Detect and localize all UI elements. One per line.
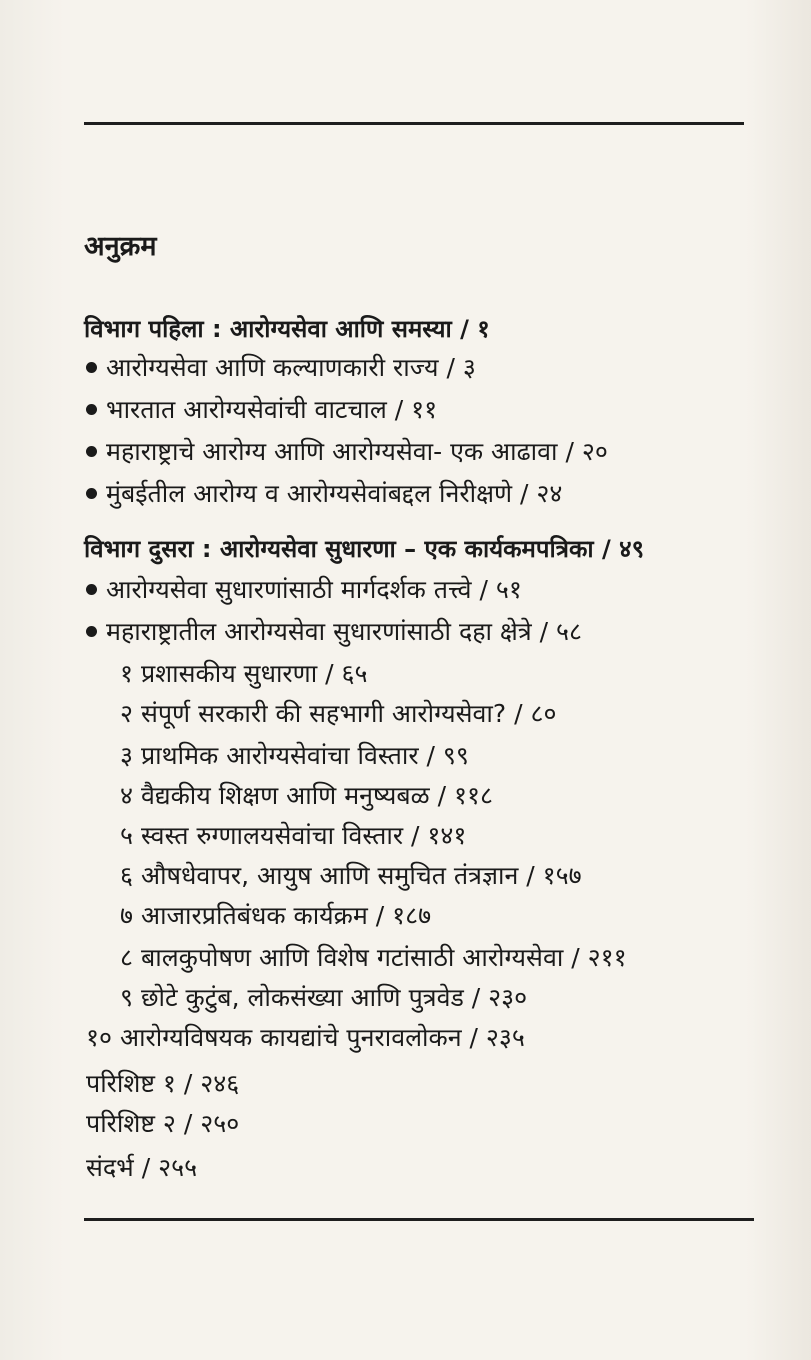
list-item: १० आरोग्यविषयक कायद्यांचे पुनरावलोकन / २३५	[86, 1023, 525, 1052]
list-item: महाराष्ट्राचे आरोग्य आणि आरोग्यसेवा- एक आढावा / २०	[86, 434, 608, 468]
list-item: ८ बालकुपोषण आणि विशेष गटांसाठी आरोग्यसेवा / २११	[120, 943, 627, 972]
list-item: ६ औषधेवापर, आयुष आणि समुचित तंत्रज्ञान / १५७	[120, 861, 582, 890]
list-item: आरोग्यसेवा सुधारणांसाठी मार्गदर्शक तत्त्वे / ५१	[86, 572, 522, 606]
list-item: ९ छोटे कुटुंब, लोकसंख्या आणि पुत्रवेड / २३०	[120, 983, 528, 1012]
bullet-icon	[86, 584, 97, 595]
top-rule	[84, 122, 744, 125]
list-item: ३ प्राथमिक आरोग्यसेवांचा विस्तार / ९९	[120, 741, 469, 770]
list-item: परिशिष्ट १ / २४६	[86, 1069, 240, 1098]
bullet-icon	[86, 362, 97, 373]
bullet-icon	[86, 488, 97, 499]
list-item: संदर्भ / २५५	[86, 1153, 198, 1182]
list-item: ४ वैद्यकीय शिक्षण आणि मनुष्यबळ / ११८	[120, 781, 493, 810]
list-item: भारतात आरोग्यसेवांची वाटचाल / ११	[86, 392, 437, 426]
toc-title: अनुक्रम	[84, 231, 157, 262]
list-item: ७ आजारप्रतिबंधक कार्यक्रम / १८७	[120, 901, 432, 930]
list-item: १ प्रशासकीय सुधारणा / ६५	[120, 659, 368, 688]
section-heading-2: विभाग दुसरा : आरोग्यसेवा सुधारणा – एक कार्यकमपत्रिका / ४९	[84, 535, 645, 563]
list-item: आरोग्यसेवा आणि कल्याणकारी राज्य / ३	[86, 350, 476, 384]
list-item: ५ स्वस्त रुग्णालयसेवांचा विस्तार / १४१	[120, 821, 467, 850]
bullet-icon	[86, 446, 97, 457]
list-item: २ संपूर्ण सरकारी की सहभागी आरोग्यसेवा? / ८०	[120, 699, 557, 728]
bottom-rule	[84, 1218, 754, 1221]
list-item: परिशिष्ट २ / २५०	[86, 1109, 240, 1138]
list-item: महाराष्ट्रातील आरोग्यसेवा सुधारणांसाठी दहा क्षेत्रे / ५८	[86, 614, 582, 648]
bullet-icon	[86, 626, 97, 637]
list-item: मुंबईतील आरोग्य व आरोग्यसेवांबद्दल निरीक्षणे / २४	[86, 476, 562, 510]
section-heading-1: विभाग पहिला : आरोग्यसेवा आणि समस्या / १	[84, 315, 490, 343]
bullet-icon	[86, 404, 97, 415]
